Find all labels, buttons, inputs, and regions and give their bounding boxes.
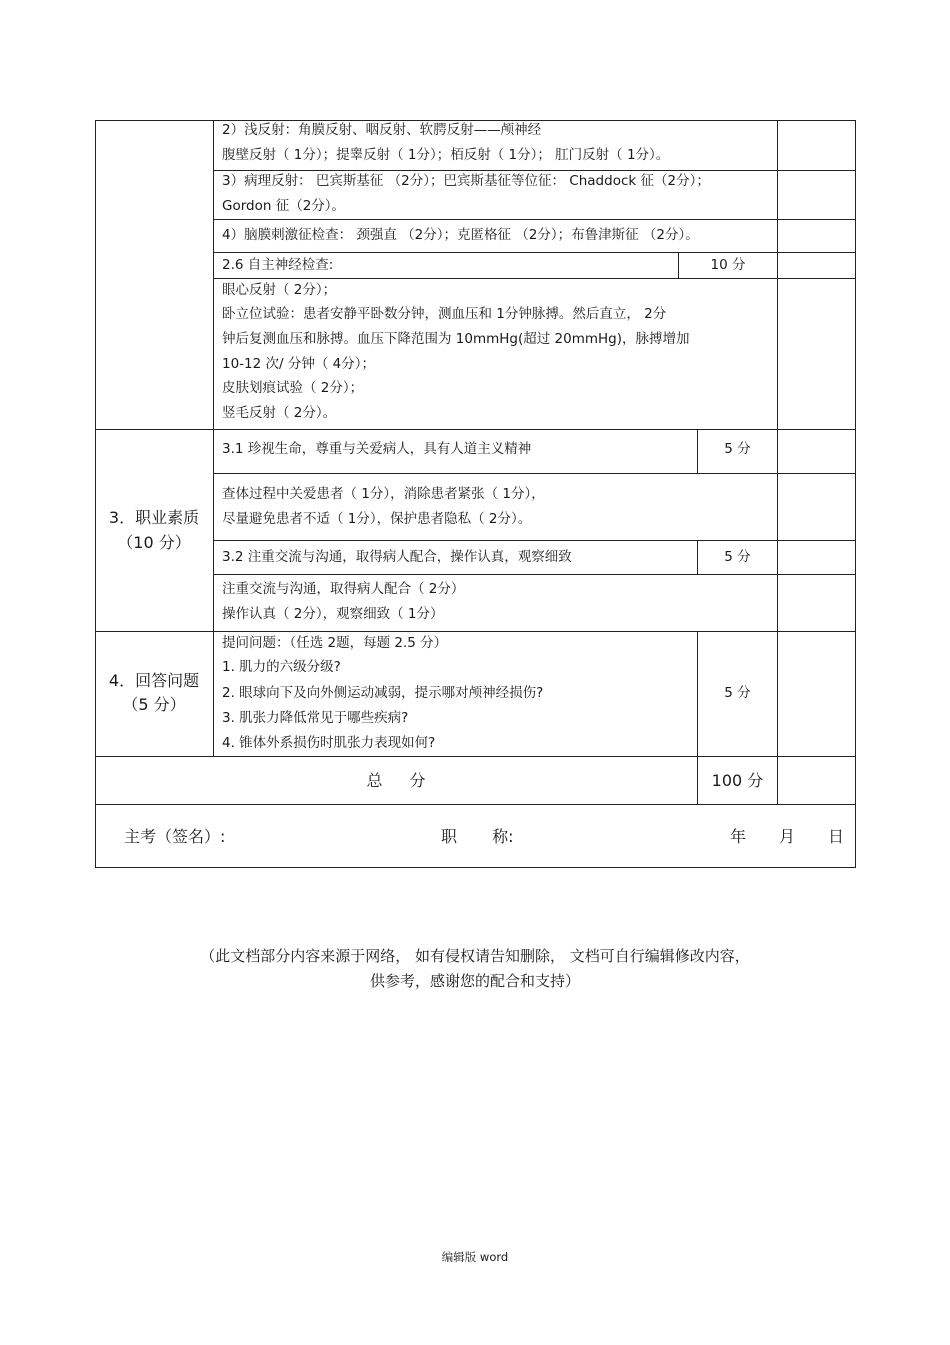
row-line: [213, 574, 856, 575]
disclaimer-line2: 供参考，感谢您的配合和支持）: [369, 972, 580, 990]
autonomic-detail-line: 竖毛反射（ 2分）。: [222, 405, 337, 421]
item-3-2-label: 3.2 注重交流与沟通，取得病人配合，操作认真，观察细致: [222, 549, 572, 565]
page-footer: 编辑版 word: [441, 1250, 509, 1264]
date-year-label: 年: [730, 827, 747, 846]
superficial-reflex-line2: 腹壁反射（ 1分）；提睾反射（ 1分）；栢反射（ 1分）； 肛门反射（ 1分）。: [222, 147, 670, 163]
autonomic-detail-line: 皮肤划痕试验（ 2分）；: [222, 380, 364, 396]
table-border-left: [95, 120, 96, 867]
item-3-1-label: 3.1 珍视生命，尊重与关爱病人，具有人道主义精神: [222, 441, 532, 457]
question-line: 1. 肌力的六级分级?: [222, 659, 341, 675]
section-professional-points: （10 分）: [117, 533, 191, 552]
questions-score: 5 分: [724, 685, 751, 701]
question-line: 2. 眼球向下及向外侧运动减弱，提示哪对颅神经损伤?: [222, 685, 544, 701]
date-day-label: 日: [828, 827, 845, 846]
date-month-label: 月: [779, 827, 796, 846]
table-border-bottom: [95, 867, 856, 868]
section-questions-title: 4．回答问题: [108, 671, 200, 690]
row-line: [95, 804, 856, 805]
item-3-1-detail: 查体过程中关爱患者（ 1分），消除患者紧张（ 1分），: [222, 486, 545, 502]
autonomic-exam-label: 2.6 自主神经检查:: [222, 257, 334, 273]
autonomic-detail-line: 卧立位试验：患者安静平卧数分钟，测血压和 1分钟脉搏。然后直立， 2分: [222, 306, 667, 322]
disclaimer-line1: （此文档部分内容来源于网络， 如有侵权请告知删除， 文档可自行编辑修改内容，: [200, 947, 750, 965]
job-title-label: 职 称:: [441, 827, 514, 846]
item-3-1-score: 5 分: [724, 441, 751, 457]
total-label: 总 分: [366, 771, 426, 790]
section-professional-title: 3．职业素质: [108, 508, 200, 527]
row-line: [213, 473, 856, 474]
section-column-divider: [213, 120, 214, 756]
autonomic-detail-line: 10-12 次/ 分钟（ 4分）；: [222, 356, 375, 372]
row-line: [213, 219, 856, 220]
autonomic-exam-score: 10 分: [710, 257, 746, 273]
row-line: [213, 252, 856, 253]
row-line: [213, 170, 856, 171]
superficial-reflex-line1: 2）浅反射：角膜反射、咽反射、软腭反射——颅神经: [222, 122, 542, 138]
question-line: 提问问题：（任选 2题，每题 2.5 分）: [222, 635, 448, 651]
pathological-reflex-line1: 3）病理反射： 巴宾斯基征 （2分）；巴宾斯基征等位征： Chaddock 征（2分）；: [222, 173, 710, 189]
table-border-right: [855, 120, 856, 867]
section-questions-points: （5 分）: [122, 695, 186, 714]
autonomic-detail-line: 眼心反射（ 2分）；: [222, 282, 337, 298]
pathological-reflex-line2: Gordon 征（2分）。: [222, 198, 346, 214]
total-score: 100 分: [711, 771, 764, 790]
blank-column-divider: [777, 120, 778, 804]
examiner-signature-label: 主考（签名）:: [124, 827, 226, 846]
item-3-1-detail: 尽量避免患者不适（ 1分），保护患者隐私（ 2分）。: [222, 511, 532, 527]
row-line: [213, 278, 856, 279]
autonomic-detail-line: 钟后复测血压和脉搏。血压下降范围为 10mmHg(超过 20mmHg)，脉搏增加: [222, 331, 690, 347]
question-line: 4. 锥体外系损伤时肌张力表现如何?: [222, 735, 436, 751]
row-line: [95, 631, 856, 632]
question-line: 3. 肌张力降低常见于哪些疾病?: [222, 710, 409, 726]
item-3-2-detail: 注重交流与沟通，取得病人配合（ 2分）: [222, 581, 465, 597]
row-line: [213, 540, 856, 541]
meningeal-irritation-line: 4）脑膜刺激征检查： 颈强直 （2分）；克匿格征 （2分）；布鲁津斯征 （2分）。: [222, 227, 699, 243]
item-3-2-score: 5 分: [724, 549, 751, 565]
row-line: [95, 756, 856, 757]
row-line: [95, 429, 856, 430]
item-3-2-detail: 操作认真（ 2分），观察细致（ 1分）: [222, 606, 444, 622]
